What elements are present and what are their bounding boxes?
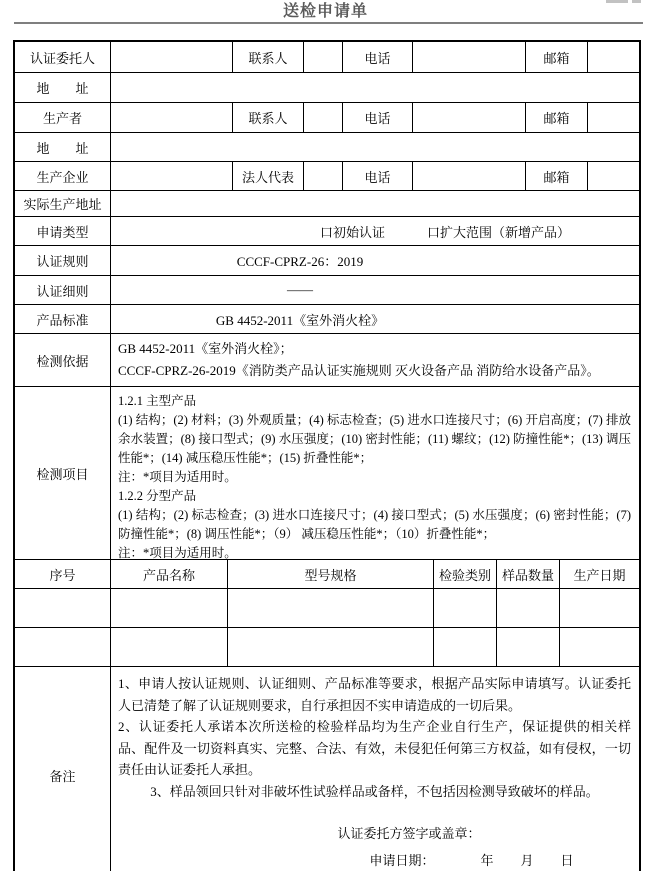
actual-address-row <box>15 191 639 217</box>
test-basis-content <box>111 334 639 386</box>
test-items-section2-body: (1) 结构；(2) 标志检查；(3) 进水口连接尺寸；(4) 接口型式；(5) 水压强度；(6) 密封性能；(7) 防撞性能*；(8) 调压性能*；（9） 减压稳压性能*；（10）折叠性能*； <box>118 508 631 541</box>
application-type-label: 申请类型 <box>15 217 111 245</box>
certification-rule-value: CCCF-CPRZ-26：2019 <box>236 254 364 269</box>
signature-label: 认证委托方签字或盖章： <box>337 826 481 841</box>
producer-phone-label: 电话 <box>343 103 413 132</box>
remarks-item-1: 1、申请人按认证规则、认证细则、产品标准等要求，根据产品实际申请填写。认证委托人已清楚了解了认证规则要求，自行承担因不实申请造成的一切后果。 <box>118 676 631 713</box>
product-model-field[interactable] <box>228 628 434 666</box>
product-index-field[interactable] <box>15 628 111 666</box>
day-label: 日 <box>560 852 574 868</box>
producer-address-row <box>15 133 639 162</box>
test-basis-line2: CCCF-CPRZ-26-2019《消防类产品认证实施规则 灭火设备产品 消防给水设备产品》。 <box>118 363 600 378</box>
application-date-label: 申请日期： <box>369 852 435 868</box>
certification-detail-row <box>15 276 639 305</box>
producer-email-field[interactable] <box>588 103 639 132</box>
test-basis-label: 检测依据 <box>15 334 111 386</box>
page-title: 送检申请单 <box>282 3 368 20</box>
remarks-content <box>111 667 639 871</box>
certification-detail-label: 认证细则 <box>15 276 111 304</box>
manufacturer-phone-field[interactable] <box>413 162 526 190</box>
test-items-section2-note: 注：*项目为适用时。 <box>118 546 237 559</box>
manufacturer-row <box>15 162 639 191</box>
producer-row <box>15 103 639 133</box>
manufacturer-label: 生产企业 <box>15 162 111 190</box>
remarks-row <box>15 667 639 871</box>
product-category-field[interactable] <box>434 589 497 627</box>
col-header-model: 型号规格 <box>228 560 434 588</box>
test-basis-line1: GB 4452-2011《室外消火栓》； <box>118 341 293 356</box>
test-items-row <box>15 387 639 560</box>
test-items-section1-body: (1) 结构；(2) 材料；(3) 外观质量；(4) 标志检查；(5) 进水口连接尺寸；(6) 开启高度；(7) 排放余水装置；(8) 接口型式；(9) 水压强度；(10) 密封性能；(11) 螺纹；(12) 防撞性能*；(13) 调压性能*；(14) 减压稳压性能*；(15) 折叠性能*； <box>118 413 631 465</box>
checkbox-initial-certification[interactable]: 口初始认证 <box>319 224 385 240</box>
applicant-email-label: 邮箱 <box>526 42 588 72</box>
producer-name-field[interactable] <box>111 103 233 132</box>
product-date-field[interactable] <box>560 589 639 627</box>
test-items-section1-title: 1.2.1 主型产品 <box>118 394 197 408</box>
col-header-quantity: 样品数量 <box>497 560 560 588</box>
manufacturer-email-field[interactable] <box>588 162 639 190</box>
month-label: 月 <box>520 852 534 868</box>
producer-label: 生产者 <box>15 103 111 132</box>
manufacturer-legal-rep-label: 法人代表 <box>233 162 304 190</box>
col-header-production-date: 生产日期 <box>573 567 626 583</box>
producer-address-field[interactable] <box>111 133 639 161</box>
checkbox-expand-scope[interactable]: 口扩大范围（新增产品） <box>427 224 571 240</box>
producer-email-label: 邮箱 <box>526 103 588 132</box>
applicant-phone-label: 电话 <box>343 42 413 72</box>
remarks-item-3: 3、样品领回只针对非破坏性试验样品或备样，不包括因检测导致破坏的样品。 <box>150 783 599 799</box>
product-model-field[interactable] <box>228 589 434 627</box>
title-divider <box>14 22 643 24</box>
application-type-row <box>15 217 639 246</box>
certification-detail-value: —— <box>287 282 313 297</box>
applicant-name-field[interactable] <box>111 42 233 72</box>
applicant-address-label: 地 址 <box>15 73 111 102</box>
remarks-label: 备注 <box>15 667 111 871</box>
application-date-line <box>369 850 573 871</box>
product-table-header-row <box>15 560 639 589</box>
actual-address-label: 实际生产地址 <box>15 191 111 216</box>
test-items-content <box>111 387 639 559</box>
manufacturer-legal-rep-field[interactable] <box>304 162 343 190</box>
producer-contact-field[interactable] <box>304 103 343 132</box>
certification-rule-label: 认证规则 <box>15 246 111 275</box>
test-items-section1-note: 注：*项目为适用时。 <box>118 470 237 484</box>
producer-address-label: 地 址 <box>15 133 111 161</box>
col-header-product-name: 产品名称 <box>111 560 228 588</box>
product-row-1 <box>15 589 639 628</box>
application-type-options <box>111 217 639 245</box>
actual-address-field[interactable] <box>111 191 639 216</box>
applicant-email-field[interactable] <box>588 42 639 72</box>
product-name-field[interactable] <box>111 628 228 666</box>
producer-contact-label: 联系人 <box>233 103 304 132</box>
year-label: 年 <box>480 852 494 868</box>
test-items-label: 检测项目 <box>15 387 111 559</box>
certification-rule-row <box>15 246 639 276</box>
applicant-contact-label: 联系人 <box>233 42 304 72</box>
manufacturer-name-field[interactable] <box>111 162 233 190</box>
col-header-category: 检验类别 <box>434 560 497 588</box>
applicant-address-field[interactable] <box>111 73 639 102</box>
manufacturer-email-label: 邮箱 <box>526 162 588 190</box>
applicant-contact-field[interactable] <box>304 42 343 72</box>
product-quantity-field[interactable] <box>497 628 560 666</box>
signature-block <box>175 823 573 871</box>
product-category-field[interactable] <box>434 628 497 666</box>
application-form-table <box>13 40 641 871</box>
applicant-phone-field[interactable] <box>413 42 526 72</box>
product-date-field[interactable] <box>560 628 639 666</box>
col-header-index: 序号 <box>15 560 111 588</box>
test-basis-row <box>15 334 639 387</box>
cropped-corner-fragment <box>606 0 641 3</box>
producer-phone-field[interactable] <box>413 103 526 132</box>
applicant-address-row <box>15 73 639 103</box>
product-quantity-field[interactable] <box>497 589 560 627</box>
product-standard-row <box>15 305 639 334</box>
product-name-field[interactable] <box>111 589 228 627</box>
product-row-2 <box>15 628 639 667</box>
manufacturer-phone-label: 电话 <box>343 162 413 190</box>
applicant-label: 认证委托人 <box>15 42 111 72</box>
product-standard-value: GB 4452-2011《室外消火栓》 <box>215 312 385 328</box>
test-items-section2-title: 1.2.2 分型产品 <box>118 489 197 503</box>
remarks-item-2: 2、认证委托人承诺本次所送检的检验样品均为生产企业自行生产，保证提供的相关样品、配件及一切资料真实、完整、合法、有效，未侵犯任何第三方权益，如有侵权，一切责任由认证委托人承担。 <box>118 719 631 777</box>
product-index-field[interactable] <box>15 589 111 627</box>
applicant-row <box>15 42 639 73</box>
product-standard-label: 产品标准 <box>15 305 111 333</box>
